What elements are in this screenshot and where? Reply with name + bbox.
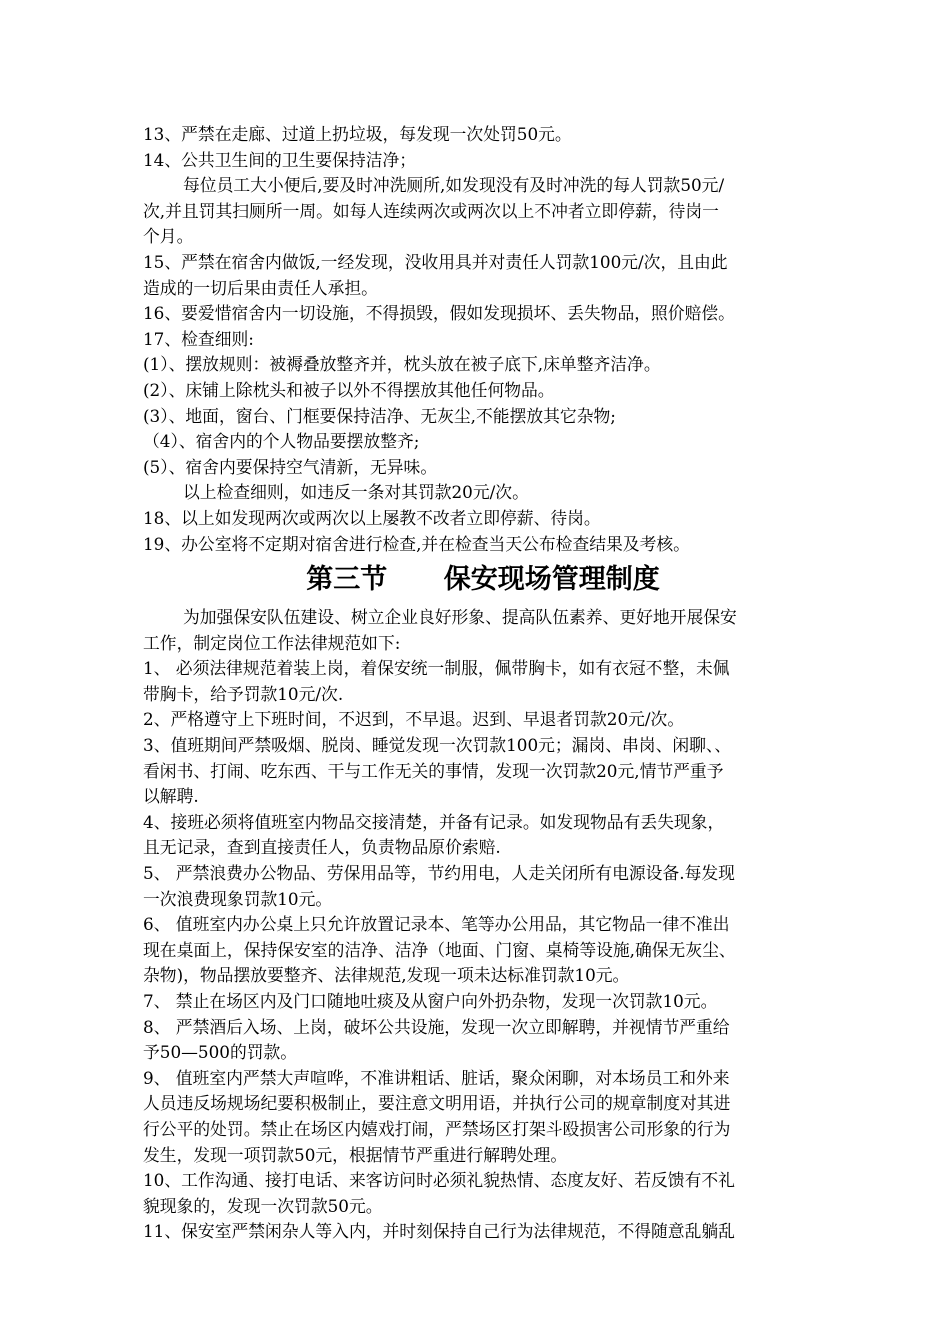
dormitory-rules-block <box>143 122 823 557</box>
text-line: 行公平的处罚。禁止在场区内嬉戏打闹，严禁场区打架斗殴损害公司形象的行为 <box>143 1118 731 1139</box>
text-line: 5、 严禁浪费办公物品、劳保用品等，节约用电，人走关闭所有电源设备.每发现 <box>143 863 735 884</box>
text-line: 造成的一切后果由责任人承担。 <box>143 277 378 298</box>
text-line: 18、以上如发现两次或两次以上屡教不改者立即停薪、待岗。 <box>143 507 601 528</box>
text-line: 发生，发现一项罚款50元，根据情节严重进行解聘处理。 <box>143 1144 568 1165</box>
text-line: 一次浪费现象罚款10元。 <box>143 888 333 909</box>
document-body <box>143 122 823 1245</box>
text-line: 8、 严禁酒后入场、上岗，破坏公共设施，发现一次立即解聘，并视情节严重给 <box>143 1016 730 1037</box>
text-line: (3）、地面，窗台、门框要保持洁净、无灰尘,不能摆放其它杂物; <box>143 405 616 426</box>
text-line: 杂物)，物品摆放要整齐、法律规范,发现一项未达标准罚款10元。 <box>143 965 630 986</box>
text-line: 个月。 <box>143 226 194 247</box>
text-line: 7、 禁止在场区内及门口随地吐痰及从窗户向外扔杂物，发现一次罚款10元。 <box>143 991 718 1011</box>
text-line: 现在桌面上，保持保安室的洁净、洁净（地面、门窗、桌椅等设施,确保无灰尘、 <box>143 939 736 960</box>
text-line: 16、要爱惜宿舍内一切设施，不得损毁，假如发现损坏、丢失物品，照价赔偿。 <box>143 303 735 324</box>
text-line: 以上检查细则，如违反一条对其罚款20元/次。 <box>183 482 529 503</box>
text-line: 6、 值班室内办公桌上只允许放置记录本、笔等办公用品，其它物品一律不准出 <box>143 914 730 935</box>
text-line: 且无记录，查到直接责任人，负责物品原价索赔. <box>143 837 501 858</box>
text-line: 1、 必须法律规范着装上岗，着保安统一制服，佩带胸卡，如有衣冠不整，未佩 <box>143 658 730 679</box>
security-rules-block <box>143 605 823 1245</box>
text-line: 13、严禁在走廊、过道上扔垃圾，每发现一次处罚50元。 <box>143 124 572 144</box>
text-line: 人员违反场规场纪要积极制止，要注意文明用语，并执行公司的规章制度对其进 <box>143 1093 731 1114</box>
text-line: 带胸卡，给予罚款10元/次. <box>143 683 344 704</box>
text-line: 3、值班期间严禁吸烟、脱岗、睡觉发现一次罚款100元；漏岗、串岗、闲聊、、 <box>143 735 732 756</box>
text-line: 每位员工大小便后,要及时冲洗厕所,如发现没有及时冲洗的每人罚款50元/ <box>183 175 725 196</box>
text-line: 工作，制定岗位工作法律规范如下: <box>143 632 401 653</box>
text-line: 14、公共卫生间的卫生要保持洁净； <box>143 149 417 170</box>
text-line: 19、办公室将不定期对宿舍进行检查,并在检查当天公布检查结果及考核。 <box>143 533 690 554</box>
text-line: 看闲书、打闹、吃东西、干与工作无关的事情，发现一次罚款20元,情节严重予 <box>143 760 724 781</box>
text-line: 11、保安室严禁闲杂人等入内，并时刻保持自己行为法律规范，不得随意乱躺乱 <box>143 1221 735 1242</box>
text-line: 貌现象的，发现一次罚款50元。 <box>143 1195 383 1216</box>
text-line: (2）、床铺上除枕头和被子以外不得摆放其他任何物品。 <box>143 379 555 400</box>
text-line: (1）、摆放规则：被褥叠放整齐并，枕头放在被子底下,床单整齐洁净。 <box>143 354 661 375</box>
section-title: 第三节 保安现场管理制度 <box>306 564 660 596</box>
text-line: 次,并且罚其扫厕所一周。如每人连续两次或两次以上不冲者立即停薪，待岗一 <box>143 200 719 221</box>
text-line: 予50—500的罚款。 <box>143 1042 298 1063</box>
text-line: 17、检查细则: <box>143 328 254 349</box>
text-line: 以解聘. <box>143 786 199 807</box>
text-line: 4、接班必须将值班室内物品交接清楚，并备有记录。如发现物品有丢失现象， <box>143 811 725 832</box>
text-line: 9、 值班室内严禁大声喧哗，不准讲粗话、脏话，聚众闲聊，对本场员工和外来 <box>143 1067 730 1088</box>
text-line: (5）、宿舍内要保持空气清新，无异味。 <box>143 456 438 477</box>
text-line: 2、严格遵守上下班时间，不迟到，不早退。迟到、早退者罚款20元/次。 <box>143 709 685 730</box>
text-line: （4）、宿舍内的个人物品要摆放整齐; <box>143 431 420 452</box>
text-line: 为加强保安队伍建设、树立企业良好形象、提高队伍素养、更好地开展保安 <box>183 607 737 628</box>
text-line: 10、工作沟通、接打电话、来客访问时必须礼貌热情、态度友好、若反馈有不礼 <box>143 1170 735 1191</box>
text-line: 15、严禁在宿舍内做饭,一经发现，没收用具并对责任人罚款100元/次，且由此 <box>143 251 728 272</box>
